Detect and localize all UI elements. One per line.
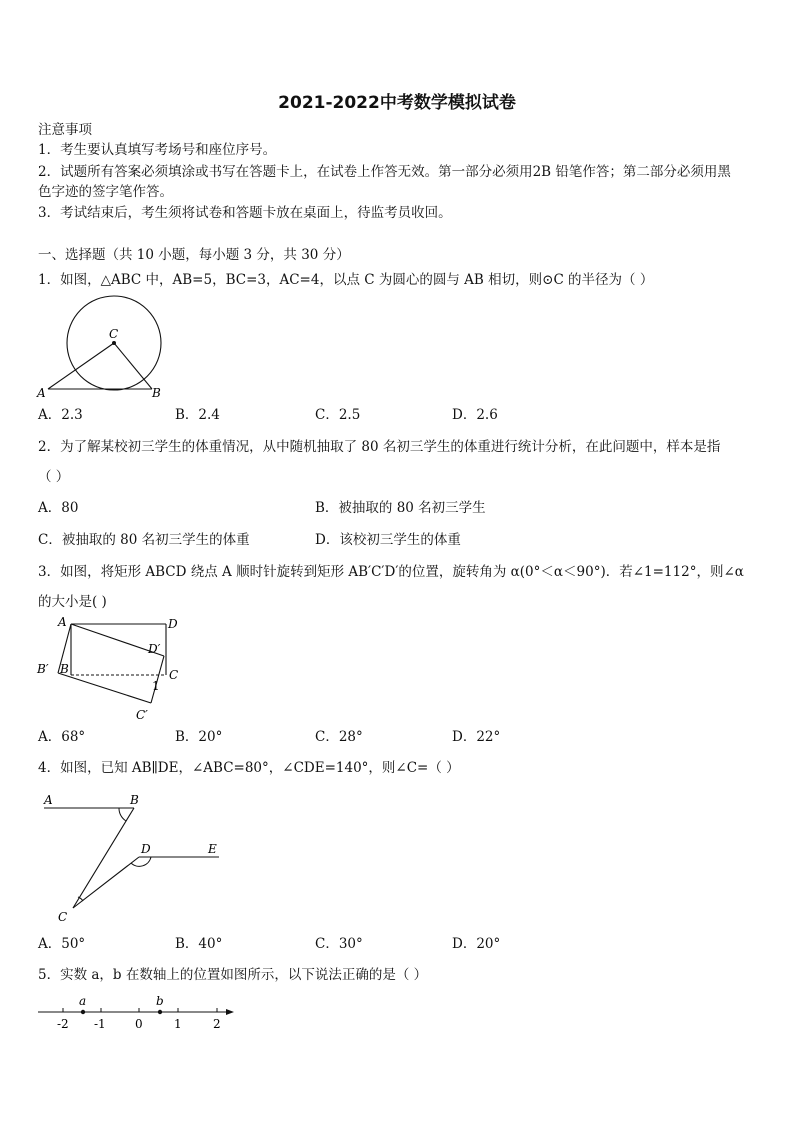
notice-heading: 注意事项 xyxy=(38,122,92,138)
option-c[interactable]: C．被抽取的 80 名初三学生的体重 xyxy=(38,532,250,548)
option-c[interactable]: C．2.5 xyxy=(315,407,361,423)
question-5-stem: 5．实数 a，b 在数轴上的位置如图所示，以下说法正确的是（ ） xyxy=(38,967,428,983)
tick-label: 1 xyxy=(174,1017,182,1031)
notice-item: 3．考试结束后，考生须将试卷和答题卡放在桌面上，待监考员收回。 xyxy=(38,205,452,221)
tick-label: 0 xyxy=(135,1017,143,1031)
angle-label: 1 xyxy=(152,679,160,693)
tick-label: -1 xyxy=(94,1017,106,1031)
option-b[interactable]: B．被抽取的 80 名初三学生 xyxy=(315,500,486,516)
point-label: B xyxy=(60,662,69,676)
point-label: D xyxy=(141,842,151,856)
point-label: D xyxy=(168,617,178,631)
option-d[interactable]: D．22° xyxy=(452,729,501,745)
option-c[interactable]: C．28° xyxy=(315,729,363,745)
question-4-figure xyxy=(30,785,230,930)
option-b[interactable]: B．2.4 xyxy=(175,407,220,423)
option-a[interactable]: A．68° xyxy=(38,729,86,745)
point-label: C xyxy=(169,668,179,682)
option-d[interactable]: D．2.6 xyxy=(452,407,498,423)
point-label: A xyxy=(44,793,53,807)
point-label: A xyxy=(37,386,46,400)
tick-label: -2 xyxy=(57,1017,69,1031)
question-3-stem: 3．如图，将矩形 ABCD 绕点 A 顺时针旋转到矩形 AB′C′D′的位置，旋转角为 α(0°＜α＜90°)．若∠1=112°，则∠α xyxy=(38,564,744,580)
option-b[interactable]: B．40° xyxy=(175,936,223,952)
point-label: C′ xyxy=(136,708,148,722)
point-label: C xyxy=(58,910,68,924)
point-label: B′ xyxy=(37,662,49,676)
option-d[interactable]: D．20° xyxy=(452,936,501,952)
question-3-stem-cont: 的大小是( ) xyxy=(38,594,107,610)
point-label: A xyxy=(58,615,67,629)
option-a[interactable]: A．50° xyxy=(38,936,86,952)
option-c[interactable]: C．30° xyxy=(315,936,363,952)
question-5-number-line xyxy=(30,993,240,1035)
point-label: D′ xyxy=(148,642,161,656)
question-3-figure xyxy=(30,613,190,725)
question-4-stem: 4．如图，已知 AB∥DE，∠ABC=80°，∠CDE=140°，则∠C=（ ） xyxy=(38,760,460,776)
question-2-stem: 2．为了解某校初三学生的体重情况，从中随机抽取了 80 名初三学生的体重进行统计分析，在此问题中，样本是指 xyxy=(38,439,721,455)
point-label: E xyxy=(208,842,217,856)
page-title: 2021-2022中考数学模拟试卷 xyxy=(278,93,516,113)
option-d[interactable]: D．该校初三学生的体重 xyxy=(315,532,461,548)
notice-item: 2．试题所有答案必须填涂或书写在答题卡上，在试卷上作答无效。第一部分必须用2B 铅笔作答；第二部分必须用黑 xyxy=(38,164,731,180)
question-2-stem-cont: （ ） xyxy=(38,469,70,485)
question-1-stem: 1．如图，△ABC 中，AB=5，BC=3，AC=4，以点 C 为圆心的圆与 AB 相切，则⊙C 的半径为（ ） xyxy=(38,272,654,288)
option-b[interactable]: B．20° xyxy=(175,729,223,745)
point-label: C xyxy=(109,327,119,341)
section-heading: 一、选择题（共 10 小题，每小题 3 分，共 30 分） xyxy=(38,247,350,263)
notice-item: 色字迹的签字笔作答。 xyxy=(38,184,173,200)
point-label: B xyxy=(130,793,139,807)
option-a[interactable]: A．80 xyxy=(38,500,79,516)
tick-label: 2 xyxy=(213,1017,221,1031)
option-a[interactable]: A．2.3 xyxy=(38,407,83,423)
notice-item: 1．考生要认真填写考场号和座位序号。 xyxy=(38,142,277,158)
point-label: b xyxy=(156,994,164,1008)
point-label: a xyxy=(79,994,87,1008)
question-1-figure xyxy=(30,293,180,403)
point-label: B xyxy=(152,386,161,400)
